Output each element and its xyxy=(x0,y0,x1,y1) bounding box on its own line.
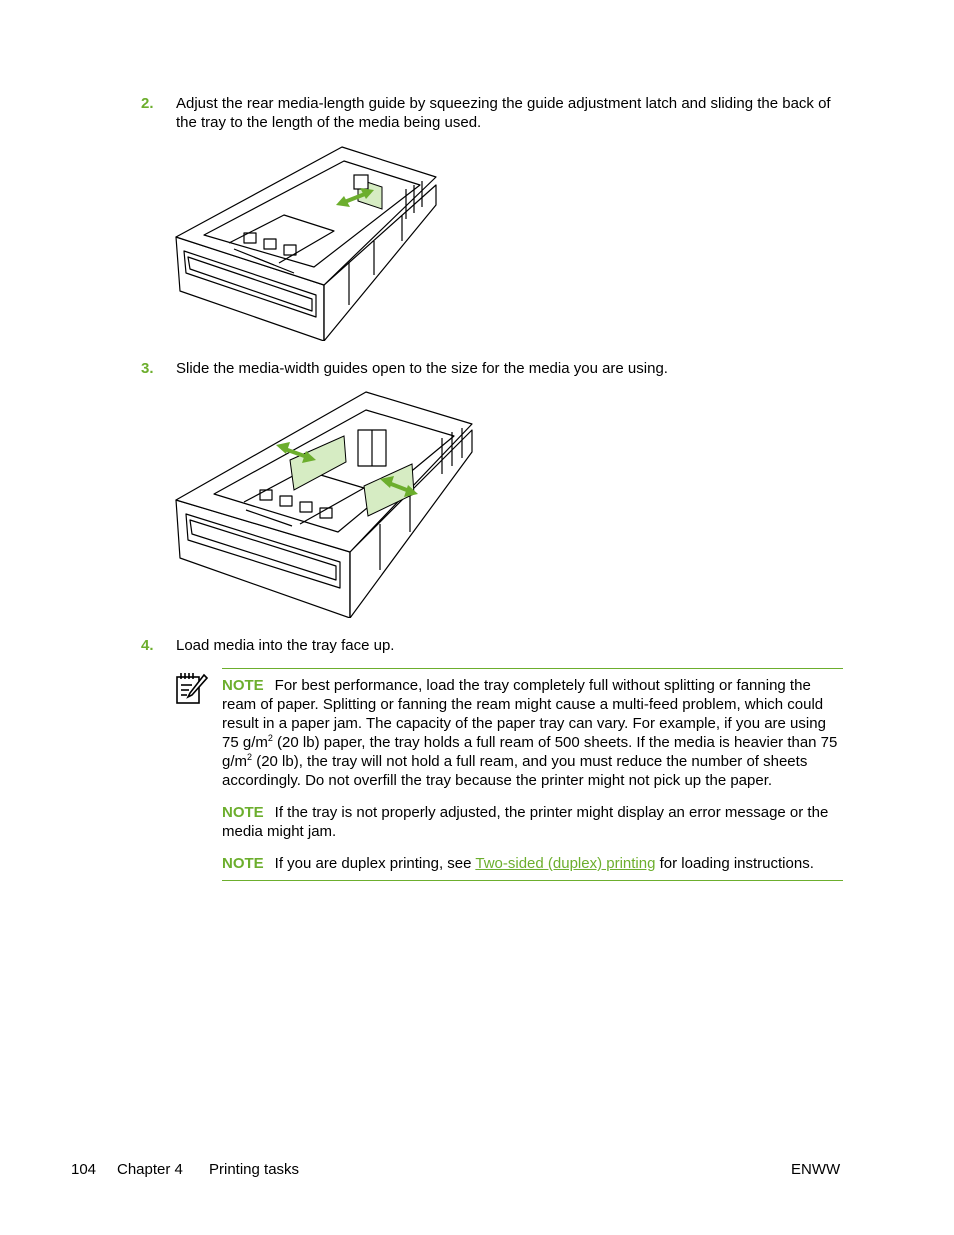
footer-page-number: 104 xyxy=(71,1161,97,1178)
footer-section: Printing tasks xyxy=(209,1161,300,1178)
note-label: NOTE xyxy=(222,677,264,694)
note-label: NOTE xyxy=(222,855,264,872)
tray-length-guide-illustration xyxy=(174,145,440,341)
note-pad-icon xyxy=(174,671,208,705)
step-4-text: Load media into the tray face up. xyxy=(176,637,395,654)
step-2-number: 2. xyxy=(141,95,154,112)
footer-code: ENWW xyxy=(791,1161,841,1178)
note-box xyxy=(222,668,843,881)
note-2: NOTE If the tray is not properly adjusted, the printer might display an error message or the media might jam. xyxy=(222,804,829,840)
note-label: NOTE xyxy=(222,804,264,821)
step-2-text: Adjust the rear media-length guide by squeezing the guide adjustment latch and sliding the back of the tray to the length of the media being used. xyxy=(176,95,831,131)
step-4-number: 4. xyxy=(141,637,154,654)
footer-chapter: Chapter 4 xyxy=(117,1161,183,1178)
tray-width-guides-illustration xyxy=(174,390,476,618)
step-3-text: Slide the media-width guides open to the size for the media you are using. xyxy=(176,360,668,377)
note-3: NOTE If you are duplex printing, see Two-sided (duplex) printing for loading instructions. xyxy=(222,855,814,872)
duplex-printing-link[interactable]: Two-sided (duplex) printing xyxy=(475,855,656,872)
step-3-number: 3. xyxy=(141,360,154,377)
note-1: NOTE For best performance, load the tray completely full without splitting or fanning the ream of paper. Splitting or fanning the ream might cause a multi-feed problem, which could result in a paper jam. The capacity of the paper tray can vary. For example, if you are using 75 $g/m^2$ (20 lb) paper, the tray holds a full ream of 500 sheets. If the media is heavier than 75 $g/m^2$ (20 lb), the tray will not hold a full ream, and you must reduce the number of sheets accordingly. Do not overfill the tray because the printer might not pick up the paper. xyxy=(222,677,838,789)
